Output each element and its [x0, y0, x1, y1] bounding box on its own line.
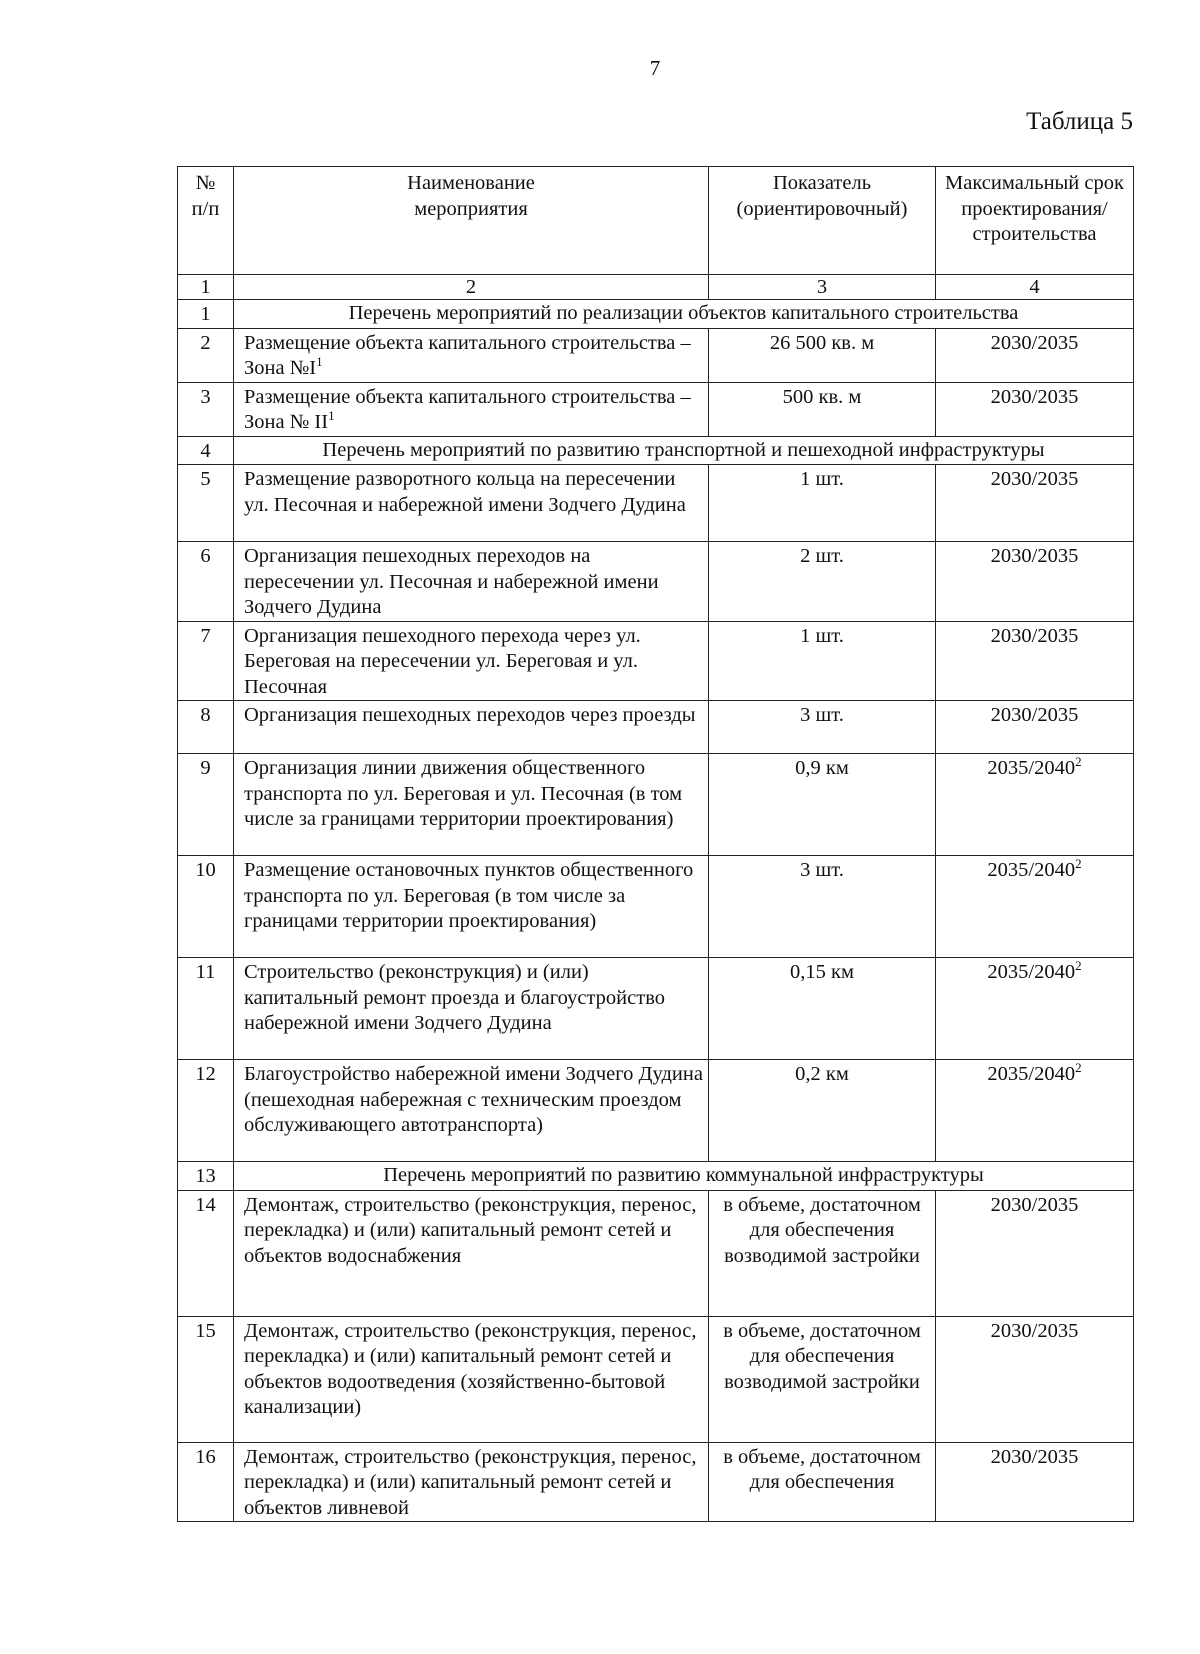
- row-number: 3: [178, 382, 234, 436]
- row-number: 13: [178, 1162, 234, 1191]
- measure-name: [234, 621, 709, 701]
- indicator-value: 2 шт.: [709, 542, 936, 622]
- term-value: [936, 1442, 1134, 1522]
- column-index-row: [178, 275, 1134, 300]
- footnote-mark: 1: [328, 408, 335, 424]
- table-row: [178, 1060, 1134, 1162]
- header-name: Наименование мероприятия: [234, 167, 709, 275]
- measure-name-text: Организация пешеходных переходов на пересечении ул. Песочная и набережной имени Зодчего Дудина: [244, 545, 659, 618]
- measure-name-text: Размещение объекта капитального строительства – Зона №I: [244, 331, 691, 379]
- footnote-mark: 2: [1075, 958, 1082, 974]
- row-number: 5: [178, 465, 234, 542]
- footnote-mark: 2: [1075, 856, 1082, 872]
- indicator-value: 1 шт.: [709, 621, 936, 701]
- indicator-value: 3 шт.: [709, 856, 936, 958]
- table-row: [178, 542, 1134, 622]
- measure-name-text: Демонтаж, строительство (реконструкция, перенос, перекладка) и (или) капитальный ремонт сетей и объектов водоотведения (хозяйственно-бытовой канализации): [244, 1319, 697, 1418]
- measure-name-text: Демонтаж, строительство (реконструкция, перенос, перекладка) и (или) капитальный ремонт сетей и объектов ливневой: [244, 1445, 697, 1519]
- term-text: 2030/2035: [990, 704, 1079, 726]
- term-text: 2030/2035: [990, 1445, 1079, 1468]
- table-row: [178, 621, 1134, 701]
- table-row: [178, 328, 1134, 382]
- column-index: 3: [709, 275, 936, 300]
- header-term: Максимальный срок проектирования/ строительства: [936, 167, 1134, 275]
- term-value: [936, 328, 1134, 382]
- section-row: [178, 436, 1134, 465]
- measure-name-text: Строительство (реконструкция) и (или) капитальный ремонт проезда и благоустройство набережной имени Зодчего Дудина: [244, 961, 665, 1034]
- row-number: 8: [178, 701, 234, 754]
- section-row: [178, 1162, 1134, 1191]
- table-caption: Таблица 5: [1026, 108, 1133, 135]
- term-text: 2035/2040: [987, 961, 1076, 983]
- measure-name-text: Размещение разворотного кольца на пересечении ул. Песочная и набережной имени Зодчего Дудина: [244, 468, 686, 516]
- footnote-mark: 2: [1075, 754, 1082, 770]
- section-title: Перечень мероприятий по развитию транспортной и пешеходной инфраструктуры: [234, 436, 1134, 465]
- table-row: [178, 1316, 1134, 1442]
- term-text: 2030/2035: [990, 624, 1079, 647]
- measure-name-text: Благоустройство набережной имени Зодчего Дудина (пешеходная набережная с техническим проездом обслуживающего автотранспорта): [244, 1063, 703, 1136]
- indicator-value: 0,2 км: [709, 1060, 936, 1162]
- table-row: [178, 1442, 1134, 1522]
- measure-name-text: Организация пешеходного перехода через ул. Береговая на пересечении ул. Береговая и ул. Песочная: [244, 624, 641, 698]
- table-row: [178, 958, 1134, 1060]
- row-number: 10: [178, 856, 234, 958]
- row-number: 2: [178, 328, 234, 382]
- indicator-value: 500 кв. м: [709, 382, 936, 436]
- measure-name-text: Размещение объекта капитального строительства – Зона № II: [244, 385, 691, 433]
- measure-name: [234, 958, 709, 1060]
- measure-name-text: Организация пешеходных переходов через проезды: [244, 704, 696, 726]
- term-text: 2030/2035: [990, 385, 1079, 408]
- term-value: [936, 465, 1134, 542]
- column-index: 2: [234, 275, 709, 300]
- row-number: 16: [178, 1442, 234, 1522]
- header-indicator: Показатель (ориентировочный): [709, 167, 936, 275]
- table-row: [178, 1190, 1134, 1316]
- term-value: [936, 856, 1134, 958]
- table-row: [178, 701, 1134, 754]
- measure-name: [234, 1442, 709, 1522]
- measure-name: [234, 1060, 709, 1162]
- section-row: [178, 300, 1134, 329]
- header-num: № п/п: [178, 167, 234, 275]
- term-text: 2030/2035: [990, 545, 1079, 567]
- table-body: [178, 300, 1134, 1522]
- table-row: [178, 382, 1134, 436]
- row-number: 4: [178, 436, 234, 465]
- row-number: 15: [178, 1316, 234, 1442]
- row-number: 1: [178, 300, 234, 329]
- term-text: 2030/2035: [990, 331, 1079, 354]
- measure-name-text: Организация линии движения общественного транспорта по ул. Береговая и ул. Песочная (в том числе за границами территории проектирования): [244, 757, 683, 830]
- indicator-value: 3 шт.: [709, 701, 936, 754]
- row-number: 6: [178, 542, 234, 622]
- term-value: [936, 1316, 1134, 1442]
- indicator-value: 26 500 кв. м: [709, 328, 936, 382]
- indicator-value: в объеме, достаточном для обеспечения возводимой застройки: [709, 1316, 936, 1442]
- row-number: 7: [178, 621, 234, 701]
- term-value: [936, 701, 1134, 754]
- indicator-value: в объеме, достаточном для обеспечения возводимой застройки: [709, 1190, 936, 1316]
- measure-name: [234, 701, 709, 754]
- table-row: [178, 754, 1134, 856]
- indicator-value: 0,15 км: [709, 958, 936, 1060]
- term-value: [936, 382, 1134, 436]
- term-text: 2030/2035: [990, 468, 1079, 490]
- term-text: 2030/2035: [990, 1319, 1079, 1342]
- column-index: 4: [936, 275, 1134, 300]
- measure-name: [234, 382, 709, 436]
- indicator-value: 1 шт.: [709, 465, 936, 542]
- term-value: [936, 542, 1134, 622]
- indicator-value: в объеме, достаточном для обеспечения: [709, 1442, 936, 1522]
- term-value: [936, 754, 1134, 856]
- row-number: 12: [178, 1060, 234, 1162]
- indicator-value: 0,9 км: [709, 754, 936, 856]
- page-number: 7: [649, 56, 661, 80]
- section-title: Перечень мероприятий по развитию коммунальной инфраструктуры: [234, 1162, 1134, 1191]
- term-value: [936, 1190, 1134, 1316]
- term-text: 2035/2040: [987, 757, 1076, 779]
- measure-name: [234, 1316, 709, 1442]
- term-text: 2035/2040: [987, 859, 1076, 881]
- header-row: [178, 167, 1134, 275]
- term-value: [936, 958, 1134, 1060]
- measure-name: [234, 1190, 709, 1316]
- table-row: [178, 465, 1134, 542]
- row-number: 9: [178, 754, 234, 856]
- measure-name: [234, 328, 709, 382]
- table-row: [178, 856, 1134, 958]
- term-value: [936, 1060, 1134, 1162]
- measure-name: [234, 754, 709, 856]
- measure-name-text: Демонтаж, строительство (реконструкция, перенос, перекладка) и (или) капитальный ремонт сетей и объектов водоснабжения: [244, 1193, 697, 1267]
- term-text: 2030/2035: [990, 1193, 1079, 1216]
- measure-name-text: Размещение остановочных пунктов общественного транспорта по ул. Береговая (в том числе за границами территории проектирования): [244, 859, 694, 932]
- footnote-mark: 2: [1075, 1060, 1082, 1076]
- term-value: [936, 621, 1134, 701]
- measure-name: [234, 856, 709, 958]
- term-text: 2035/2040: [987, 1063, 1076, 1085]
- row-number: 11: [178, 958, 234, 1060]
- column-index: 1: [178, 275, 234, 300]
- measure-name: [234, 542, 709, 622]
- footnote-mark: 1: [316, 354, 323, 370]
- row-number: 14: [178, 1190, 234, 1316]
- measures-table: [177, 166, 1134, 1522]
- section-title: Перечень мероприятий по реализации объектов капитального строительства: [234, 300, 1134, 329]
- measure-name: [234, 465, 709, 542]
